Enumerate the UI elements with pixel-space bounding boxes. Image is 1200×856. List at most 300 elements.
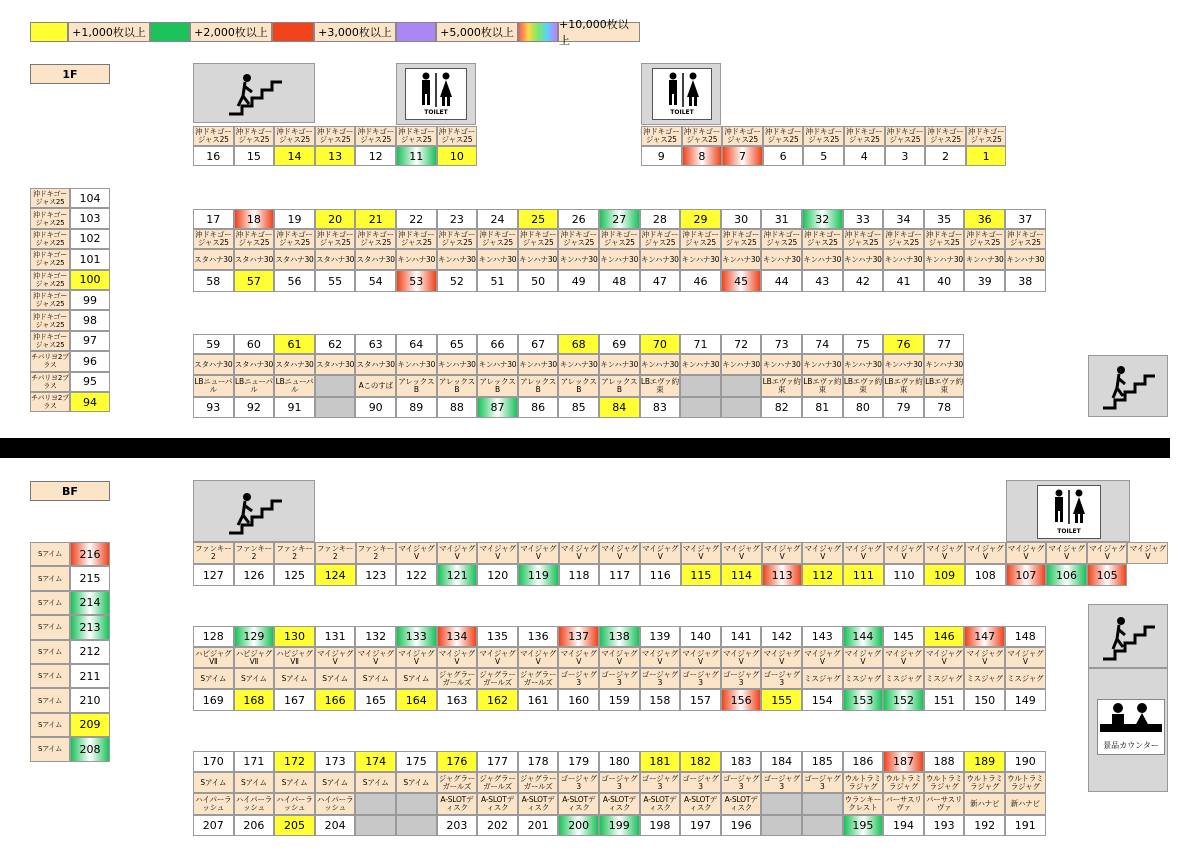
machine-type: マイジャグV — [1046, 542, 1087, 564]
machine-number: 154 — [802, 689, 843, 711]
machine-type: 沖ドキゴージャス25 — [274, 126, 315, 146]
machine-type: 沖ドキゴージャス25 — [437, 229, 478, 249]
machine-type: キンハナ30 — [680, 354, 721, 375]
machine-number: 187 — [883, 751, 924, 772]
machine-type: キンハナ30 — [761, 354, 802, 375]
machine-number: 205 — [274, 815, 315, 836]
machine-type: A-SLOTディスク — [599, 793, 640, 815]
machine-number: 161 — [518, 689, 559, 711]
machine-type: キンハナ30 — [680, 249, 721, 270]
machine-type: Sアイム — [355, 668, 396, 689]
machine-number: 132 — [355, 626, 396, 647]
machine-type: マイジャグV — [1005, 647, 1046, 668]
toilet-label: TOILET — [1057, 528, 1081, 535]
machine-type: 沖ドキゴージャス25 — [30, 310, 70, 330]
machine-type: A-SLOTディスク — [640, 793, 681, 815]
machine-type: Sアイム — [193, 668, 234, 689]
machine-type: 沖ドキゴージャス25 — [315, 229, 356, 249]
machine-type: バーサスリヴァ — [924, 793, 965, 815]
machine-number: 156 — [721, 689, 762, 711]
machine-type: マイジャグV — [884, 542, 925, 564]
machine-number: 106 — [1046, 564, 1087, 586]
machine-type: A-SLOTディスク — [477, 793, 518, 815]
machine-number: 173 — [315, 751, 356, 772]
machine-number: 115 — [681, 564, 722, 586]
machine-number: 207 — [193, 815, 234, 836]
floor-divider — [0, 438, 1170, 458]
machine-type: LBエヴァ約束 — [761, 375, 802, 397]
machine-number: 50 — [518, 270, 559, 292]
empty-slot — [680, 397, 721, 418]
prize-counter-label: 景品カウンター — [1103, 741, 1159, 750]
machine-type: 沖ドキゴージャス25 — [30, 188, 70, 208]
machine-number: 47 — [640, 270, 681, 292]
machine-number: 3 — [885, 146, 926, 166]
machine-number: 118 — [559, 564, 600, 586]
machine-number: 41 — [883, 270, 924, 292]
machine-type: アレックスB — [437, 375, 478, 397]
machine-type: チバリヨ2プラス — [30, 351, 70, 371]
machine-type: ゴージャグ3 — [802, 772, 843, 793]
machine-type: ウルトラミラジャグ — [924, 772, 965, 793]
legend-label-3000: +3,000枚以上 — [314, 22, 396, 42]
machine-type: Sアイム — [30, 737, 70, 761]
machine-type: LBエヴァ約束 — [924, 375, 965, 397]
machine-number: 42 — [843, 270, 884, 292]
machine-number: 76 — [883, 334, 924, 354]
machine-number: 193 — [924, 815, 965, 836]
machine-type: 沖ドキゴージャス25 — [234, 126, 275, 146]
machine-number: 57 — [234, 270, 275, 292]
machine-number: 165 — [355, 689, 396, 711]
machine-type: ゴージャグ3 — [721, 772, 762, 793]
machine-type: マイジャグV — [681, 542, 722, 564]
machine-number: 34 — [883, 209, 924, 229]
machine-number: 87 — [477, 397, 518, 418]
machine-number: 150 — [964, 689, 1005, 711]
machine-type: ゴージャグ3 — [761, 772, 802, 793]
machine-type: ウルトラミラジャグ — [964, 772, 1005, 793]
machine-number: 162 — [477, 689, 518, 711]
machine-type: マイジャグV — [924, 647, 965, 668]
machine-type: マイジャグV — [396, 647, 437, 668]
machine-number: 13 — [315, 146, 356, 166]
toilet-icon — [396, 63, 476, 125]
empty-slot — [396, 815, 437, 836]
machine-type: 沖ドキゴージャス25 — [925, 126, 966, 146]
machine-number: 212 — [70, 640, 110, 664]
machine-type: マイジャグV — [1087, 542, 1128, 564]
machine-type: LBニューパル — [193, 375, 234, 397]
machine-number: 103 — [70, 208, 110, 228]
machine-number: 10 — [437, 146, 478, 166]
machine-type: LBニューパル — [234, 375, 275, 397]
machine-number: 142 — [761, 626, 802, 647]
machine-number: 151 — [924, 689, 965, 711]
machine-type: キンハナ30 — [558, 249, 599, 270]
machine-number: 26 — [558, 209, 599, 229]
machine-type: キンハナ30 — [721, 249, 762, 270]
machine-number: 65 — [437, 334, 478, 354]
machine-type: 沖ドキゴージャス25 — [355, 229, 396, 249]
legend-swatch-2000 — [150, 22, 190, 42]
machine-type: A-SLOTディスク — [437, 793, 478, 815]
machine-type: マイジャグV — [802, 647, 843, 668]
machine-number: 130 — [274, 626, 315, 647]
machine-number: 164 — [396, 689, 437, 711]
machine-number: 70 — [640, 334, 681, 354]
machine-type: キンハナ30 — [599, 354, 640, 375]
machine-number: 196 — [721, 815, 762, 836]
machine-number: 54 — [355, 270, 396, 292]
machine-number: 214 — [70, 591, 110, 615]
machine-type: 沖ドキゴージャス25 — [1005, 229, 1046, 249]
machine-number: 44 — [761, 270, 802, 292]
machine-number: 24 — [477, 209, 518, 229]
machine-type: 沖ドキゴージャス25 — [722, 126, 763, 146]
machine-type: ゴージャグ3 — [640, 668, 681, 689]
machine-type: 沖ドキゴージャス25 — [274, 229, 315, 249]
empty-slot — [761, 815, 802, 836]
machine-number: 140 — [680, 626, 721, 647]
machine-type: Sアイム — [396, 668, 437, 689]
machine-number: 5 — [803, 146, 844, 166]
machine-type: ハイパーラッシュ — [234, 793, 275, 815]
machine-number: 138 — [599, 626, 640, 647]
machine-number: 211 — [70, 664, 110, 688]
machine-number: 121 — [437, 564, 478, 586]
machine-number: 192 — [964, 815, 1005, 836]
machine-type: Sアイム — [30, 615, 70, 639]
floor-bf-label: BF — [30, 481, 110, 501]
machine-type: 沖ドキゴージャス25 — [640, 229, 681, 249]
machine-number: 117 — [599, 564, 640, 586]
machine-number: 120 — [477, 564, 518, 586]
machine-number: 88 — [437, 397, 478, 418]
machine-type: マイジャグV — [518, 542, 559, 564]
machine-number: 111 — [843, 564, 884, 586]
machine-number: 53 — [396, 270, 437, 292]
empty-slot — [355, 793, 396, 815]
machine-type: 沖ドキゴージャス25 — [30, 249, 70, 269]
machine-type: マイジャグV — [721, 647, 762, 668]
machine-type: ミスジャグ — [1005, 668, 1046, 689]
machine-type: キンハナ30 — [396, 249, 437, 270]
machine-number: 167 — [274, 689, 315, 711]
machine-type: スタハナ30 — [355, 354, 396, 375]
machine-number: 64 — [396, 334, 437, 354]
machine-type: Sアイム — [30, 640, 70, 664]
machine-number: 89 — [396, 397, 437, 418]
machine-number: 77 — [924, 334, 965, 354]
machine-type: キンハナ30 — [924, 249, 965, 270]
machine-number: 19 — [274, 209, 315, 229]
machine-type: 沖ドキゴージャス25 — [30, 331, 70, 351]
empty-slot — [315, 397, 356, 418]
machine-number: 6 — [763, 146, 804, 166]
machine-type: マイジャグV — [965, 542, 1006, 564]
machine-type: 沖ドキゴージャス25 — [883, 229, 924, 249]
toilet-label: TOILET — [670, 109, 694, 116]
machine-type: 沖ドキゴージャス25 — [844, 126, 885, 146]
machine-number: 168 — [234, 689, 275, 711]
machine-number: 101 — [70, 249, 110, 269]
machine-number: 180 — [599, 751, 640, 772]
machine-number: 2 — [925, 146, 966, 166]
machine-type: マイジャグV — [315, 647, 356, 668]
empty-slot — [802, 815, 843, 836]
machine-number: 100 — [70, 270, 110, 290]
machine-number: 7 — [722, 146, 763, 166]
machine-type: マイジャグV — [518, 647, 559, 668]
machine-type: キンハナ30 — [802, 249, 843, 270]
machine-number: 4 — [844, 146, 885, 166]
machine-type: マイジャグV — [1127, 542, 1168, 564]
machine-number: 141 — [721, 626, 762, 647]
empty-slot — [355, 815, 396, 836]
machine-number: 108 — [965, 564, 1006, 586]
machine-type: ハイパーラッシュ — [315, 793, 356, 815]
machine-number: 73 — [761, 334, 802, 354]
machine-type: マイジャグV — [964, 647, 1005, 668]
machine-type: 沖ドキゴージャス25 — [234, 229, 275, 249]
machine-type: マイジャグV — [1006, 542, 1047, 564]
machine-type: チバリヨ2プラス — [30, 372, 70, 392]
machine-type: ジャグラーガールズ — [437, 772, 478, 793]
machine-number: 137 — [558, 626, 599, 647]
machine-number: 171 — [234, 751, 275, 772]
machine-number: 166 — [315, 689, 356, 711]
machine-type: マイジャグV — [762, 542, 803, 564]
machine-type: 新ハナビ — [1005, 793, 1046, 815]
machine-type: 沖ドキゴージャス25 — [599, 229, 640, 249]
toilet-label: TOILET — [424, 109, 448, 116]
machine-number: 69 — [599, 334, 640, 354]
machine-number: 126 — [234, 564, 275, 586]
machine-number: 123 — [356, 564, 397, 586]
prize-counter — [1097, 699, 1165, 755]
machine-number: 104 — [70, 188, 110, 208]
machine-number: 39 — [964, 270, 1005, 292]
machine-number: 80 — [843, 397, 884, 418]
machine-number: 25 — [518, 209, 559, 229]
machine-type: キンハナ30 — [721, 354, 762, 375]
machine-number: 114 — [721, 564, 762, 586]
machine-type: Sアイム — [30, 664, 70, 688]
machine-type: スタハナ30 — [234, 249, 275, 270]
machine-type: スタハナ30 — [274, 354, 315, 375]
machine-type: ファンキー2 — [234, 542, 275, 564]
machine-type: マイジャグV — [477, 542, 518, 564]
machine-type: アレックスB — [396, 375, 437, 397]
machine-number: 37 — [1005, 209, 1046, 229]
machine-type: マイジャグV — [721, 542, 762, 564]
machine-type: ウルトラミラジャグ — [883, 772, 924, 793]
machine-type: 沖ドキゴージャス25 — [966, 126, 1007, 146]
machine-number: 90 — [355, 397, 396, 418]
machine-number: 28 — [640, 209, 681, 229]
machine-type: ハイパーラッシュ — [193, 793, 234, 815]
machine-number: 105 — [1087, 564, 1128, 586]
machine-number: 170 — [193, 751, 234, 772]
machine-type: マイジャグV — [680, 647, 721, 668]
machine-type: 沖ドキゴージャス25 — [518, 229, 559, 249]
machine-number: 20 — [315, 209, 356, 229]
machine-number: 59 — [193, 334, 234, 354]
machine-type: キンハナ30 — [883, 249, 924, 270]
machine-number: 145 — [883, 626, 924, 647]
machine-number: 110 — [884, 564, 925, 586]
empty-slot — [721, 375, 762, 397]
machine-type: キンハナ30 — [477, 249, 518, 270]
machine-type: スタハナ30 — [193, 354, 234, 375]
empty-slot — [396, 793, 437, 815]
toilet-icon — [641, 63, 721, 125]
machine-type: ジャグラーガールズ — [477, 668, 518, 689]
machine-number: 216 — [70, 542, 110, 566]
machine-type: 沖ドキゴージャス25 — [30, 229, 70, 249]
machine-type: キンハナ30 — [883, 354, 924, 375]
machine-type: LBエヴァ約束 — [843, 375, 884, 397]
machine-type: マイジャグV — [355, 647, 396, 668]
machine-type: Aこのすば — [355, 375, 396, 397]
machine-number: 125 — [274, 564, 315, 586]
machine-number: 49 — [558, 270, 599, 292]
machine-type: A-SLOTディスク — [558, 793, 599, 815]
empty-slot — [315, 375, 356, 397]
machine-type: マイジャグV — [599, 647, 640, 668]
machine-number: 1 — [966, 146, 1007, 166]
machine-number: 133 — [396, 626, 437, 647]
machine-type: 沖ドキゴージャス25 — [761, 229, 802, 249]
machine-number: 32 — [802, 209, 843, 229]
machine-type: ミスジャグ — [964, 668, 1005, 689]
machine-number: 169 — [193, 689, 234, 711]
machine-number: 135 — [477, 626, 518, 647]
machine-type: 沖ドキゴージャス25 — [843, 229, 884, 249]
machine-type: ジャグラーガールズ — [437, 668, 478, 689]
machine-number: 175 — [396, 751, 437, 772]
machine-number: 75 — [843, 334, 884, 354]
machine-number: 109 — [924, 564, 965, 586]
machine-number: 157 — [680, 689, 721, 711]
machine-type: 沖ドキゴージャス25 — [193, 126, 234, 146]
machine-type: アレックスB — [558, 375, 599, 397]
machine-number: 183 — [721, 751, 762, 772]
machine-type: ファンキー2 — [356, 542, 397, 564]
machine-number: 136 — [518, 626, 559, 647]
machine-number: 38 — [1005, 270, 1046, 292]
machine-number: 116 — [640, 564, 681, 586]
machine-type: 沖ドキゴージャス25 — [315, 126, 356, 146]
machine-number: 99 — [70, 290, 110, 310]
machine-number: 184 — [761, 751, 802, 772]
machine-number: 71 — [680, 334, 721, 354]
machine-number: 131 — [315, 626, 356, 647]
legend-label-1000: +1,000枚以上 — [68, 22, 150, 42]
machine-type: ファンキー2 — [274, 542, 315, 564]
machine-number: 98 — [70, 310, 110, 330]
machine-number: 22 — [396, 209, 437, 229]
machine-type: 新ハナビ — [964, 793, 1005, 815]
machine-type: LBエヴァ約束 — [883, 375, 924, 397]
machine-type: ハピジャグVⅡ — [234, 647, 275, 668]
legend-swatch-5000 — [396, 22, 436, 42]
floor-1f-label: 1F — [30, 64, 110, 84]
machine-type: マイジャグV — [437, 647, 478, 668]
machine-number: 29 — [680, 209, 721, 229]
machine-number: 160 — [558, 689, 599, 711]
toilet-icon — [1006, 480, 1130, 542]
machine-number: 127 — [193, 564, 234, 586]
machine-number: 92 — [234, 397, 275, 418]
machine-number: 30 — [721, 209, 762, 229]
machine-number: 148 — [1005, 626, 1046, 647]
machine-type: ウルトラミラジャグ — [1005, 772, 1046, 793]
legend-swatch-1000 — [30, 22, 68, 42]
legend-label-5000: +5,000枚以上 — [436, 22, 518, 42]
machine-number: 206 — [234, 815, 275, 836]
machine-type: 沖ドキゴージャス25 — [558, 229, 599, 249]
machine-number: 95 — [70, 372, 110, 392]
machine-number: 60 — [234, 334, 275, 354]
machine-number: 152 — [883, 689, 924, 711]
machine-type: チバリヨ2プラス — [30, 392, 70, 412]
machine-type: Sアイム — [30, 591, 70, 615]
machine-number: 158 — [640, 689, 681, 711]
empty-slot — [761, 793, 802, 815]
empty-slot — [721, 397, 762, 418]
machine-number: 55 — [315, 270, 356, 292]
machine-type: スタハナ30 — [315, 249, 356, 270]
machine-number: 23 — [437, 209, 478, 229]
machine-number: 201 — [518, 815, 559, 836]
prize-counter-area — [1088, 668, 1168, 792]
machine-number: 155 — [761, 689, 802, 711]
machine-number: 52 — [437, 270, 478, 292]
machine-type: 沖ドキゴージャス25 — [641, 126, 682, 146]
machine-number: 200 — [558, 815, 599, 836]
machine-type: ファンキー2 — [315, 542, 356, 564]
machine-number: 8 — [682, 146, 723, 166]
machine-number: 159 — [599, 689, 640, 711]
machine-number: 97 — [70, 331, 110, 351]
machine-number: 45 — [721, 270, 762, 292]
machine-type: スタハナ30 — [355, 249, 396, 270]
machine-number: 12 — [355, 146, 396, 166]
machine-number: 16 — [193, 146, 234, 166]
machine-number: 177 — [477, 751, 518, 772]
machine-number: 27 — [599, 209, 640, 229]
machine-type: ハイパーラッシュ — [274, 793, 315, 815]
machine-number: 31 — [761, 209, 802, 229]
machine-number: 35 — [924, 209, 965, 229]
machine-number: 81 — [802, 397, 843, 418]
machine-number: 119 — [518, 564, 559, 586]
machine-type: Sアイム — [30, 713, 70, 737]
machine-type: マイジャグV — [640, 647, 681, 668]
machine-type: ゴージャグ3 — [680, 668, 721, 689]
machine-number: 190 — [1005, 751, 1046, 772]
machine-number: 51 — [477, 270, 518, 292]
machine-type: マイジャグV — [437, 542, 478, 564]
legend-label-10000: +10,000枚以上 — [558, 22, 640, 42]
machine-type: Sアイム — [30, 542, 70, 566]
machine-type: バーサスリヴァ — [883, 793, 924, 815]
machine-type: 沖ドキゴージャス25 — [193, 229, 234, 249]
machine-number: 14 — [274, 146, 315, 166]
machine-type: ゴージャグ3 — [761, 668, 802, 689]
